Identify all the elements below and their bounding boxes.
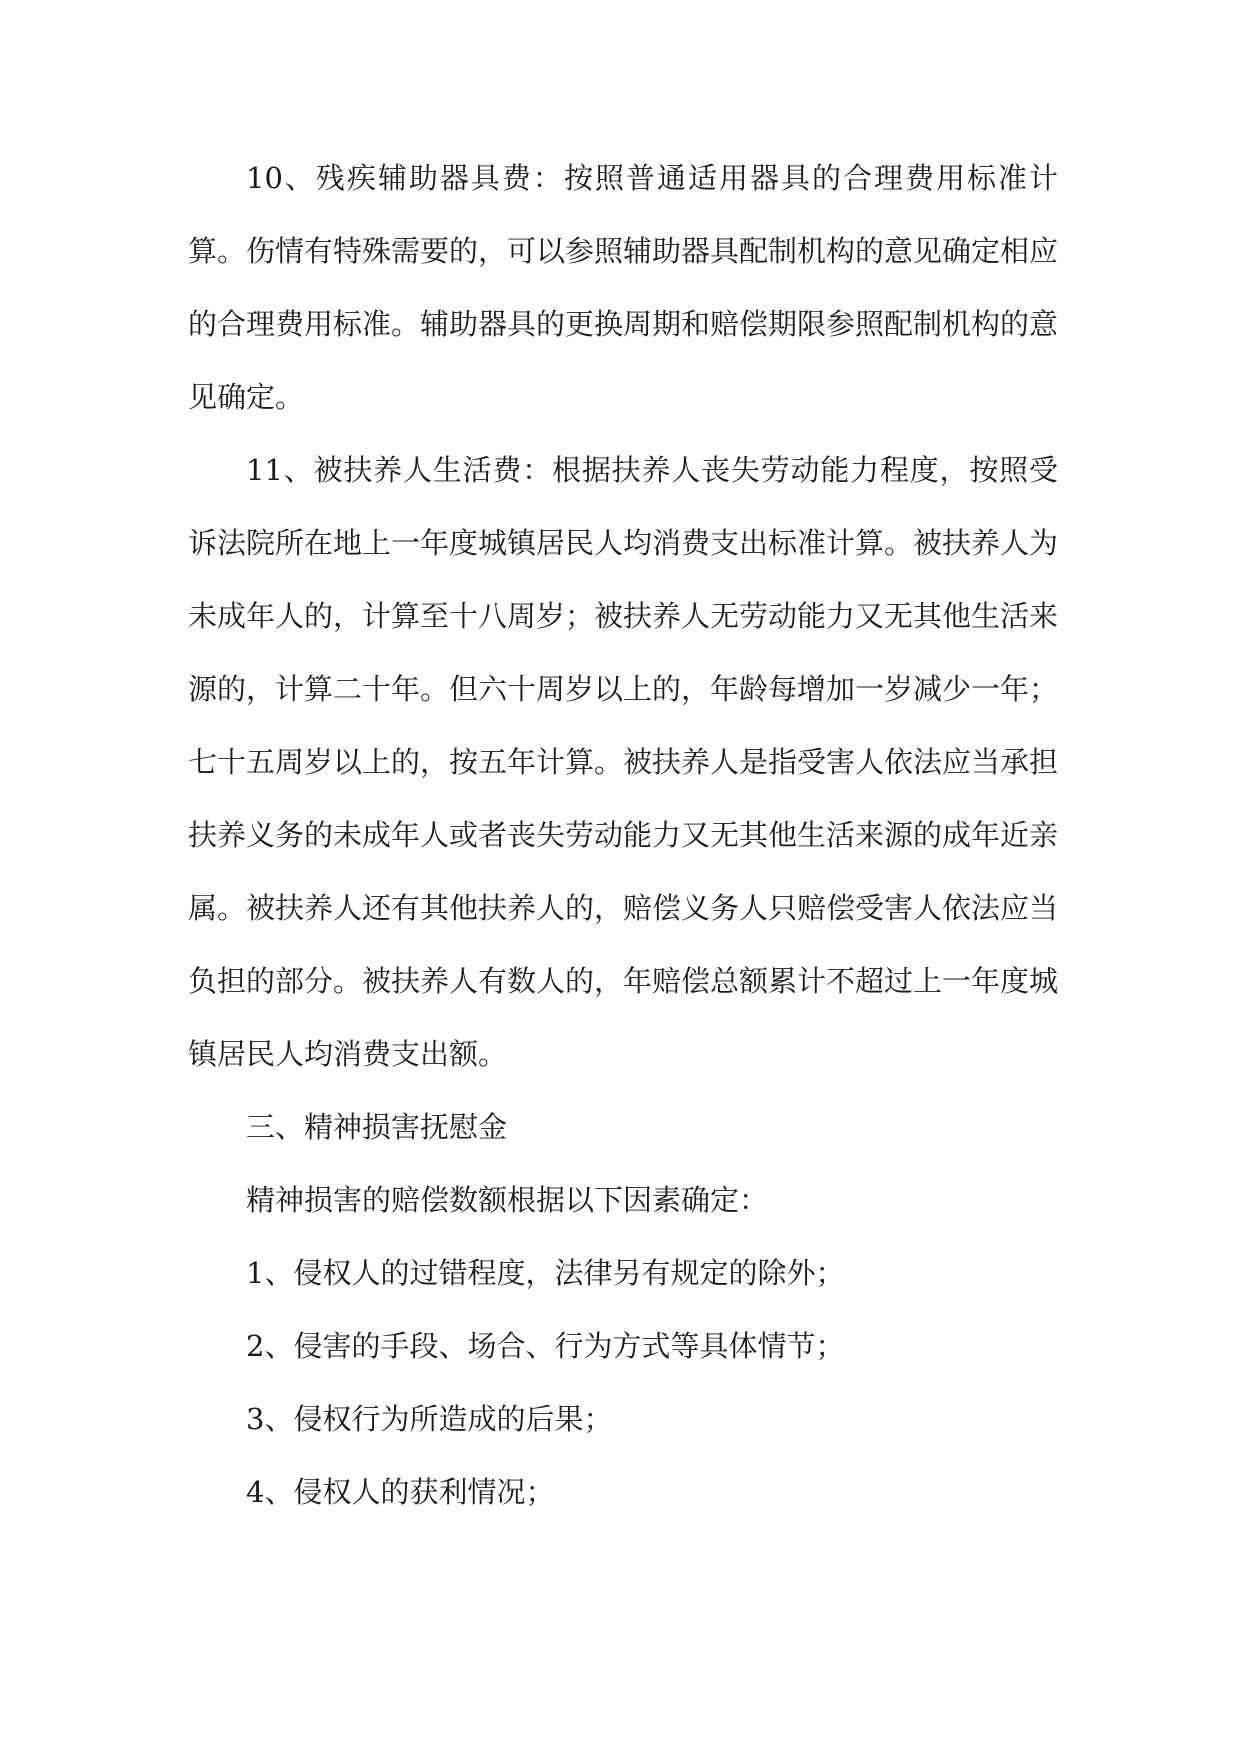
factor-item-1: 1、侵权人的过错程度，法律另有规定的除外； <box>246 1256 845 1290</box>
factor-item-3: 3、侵权行为所造成的后果； <box>246 1402 613 1436</box>
section-heading-mental-damage: 三、精神损害抚慰金 <box>246 1110 508 1144</box>
document-body <box>188 142 1058 1529</box>
paragraph-disability-aid-fee: 10、残疾辅助器具费：按照普通适用器具的合理费用标准计算。伤情有特殊需要的，可以参照辅助器具配制机构的意见确定相应的合理费用标准。辅助器具的更换周期和赔偿期限参照配制机构的意见确定。 <box>188 161 1059 414</box>
factors-intro: 精神损害的赔偿数额根据以下因素确定： <box>246 1183 769 1217</box>
factor-item-2: 2、侵害的手段、场合、行为方式等具体情节； <box>246 1329 845 1363</box>
paragraph-dependent-living-expenses: 11、被扶养人生活费：根据扶养人丧失劳动能力程度，按照受诉法院所在地上一年度城镇居民人均消费支出标准计算。被扶养人为未成年人的，计算至十八周岁；被扶养人无劳动能力又无其他生活来源的，计算二十年。但六十周岁以上的，年龄每增加一岁减少一年；七十五周岁以上的，按五年计算。被扶养人是指受害人依法应当承担扶养义务的未成年人或者丧失劳动能力又无其他生活来源的成年近亲属。被扶养人还有其他扶养人的，赔偿义务人只赔偿受害人依法应当负担的部分。被扶养人有数人的，年赔偿总额累计不超过上一年度城镇居民人均消费支出额。 <box>188 453 1059 1071</box>
factor-item-4: 4、侵权人的获利情况； <box>246 1475 555 1509</box>
